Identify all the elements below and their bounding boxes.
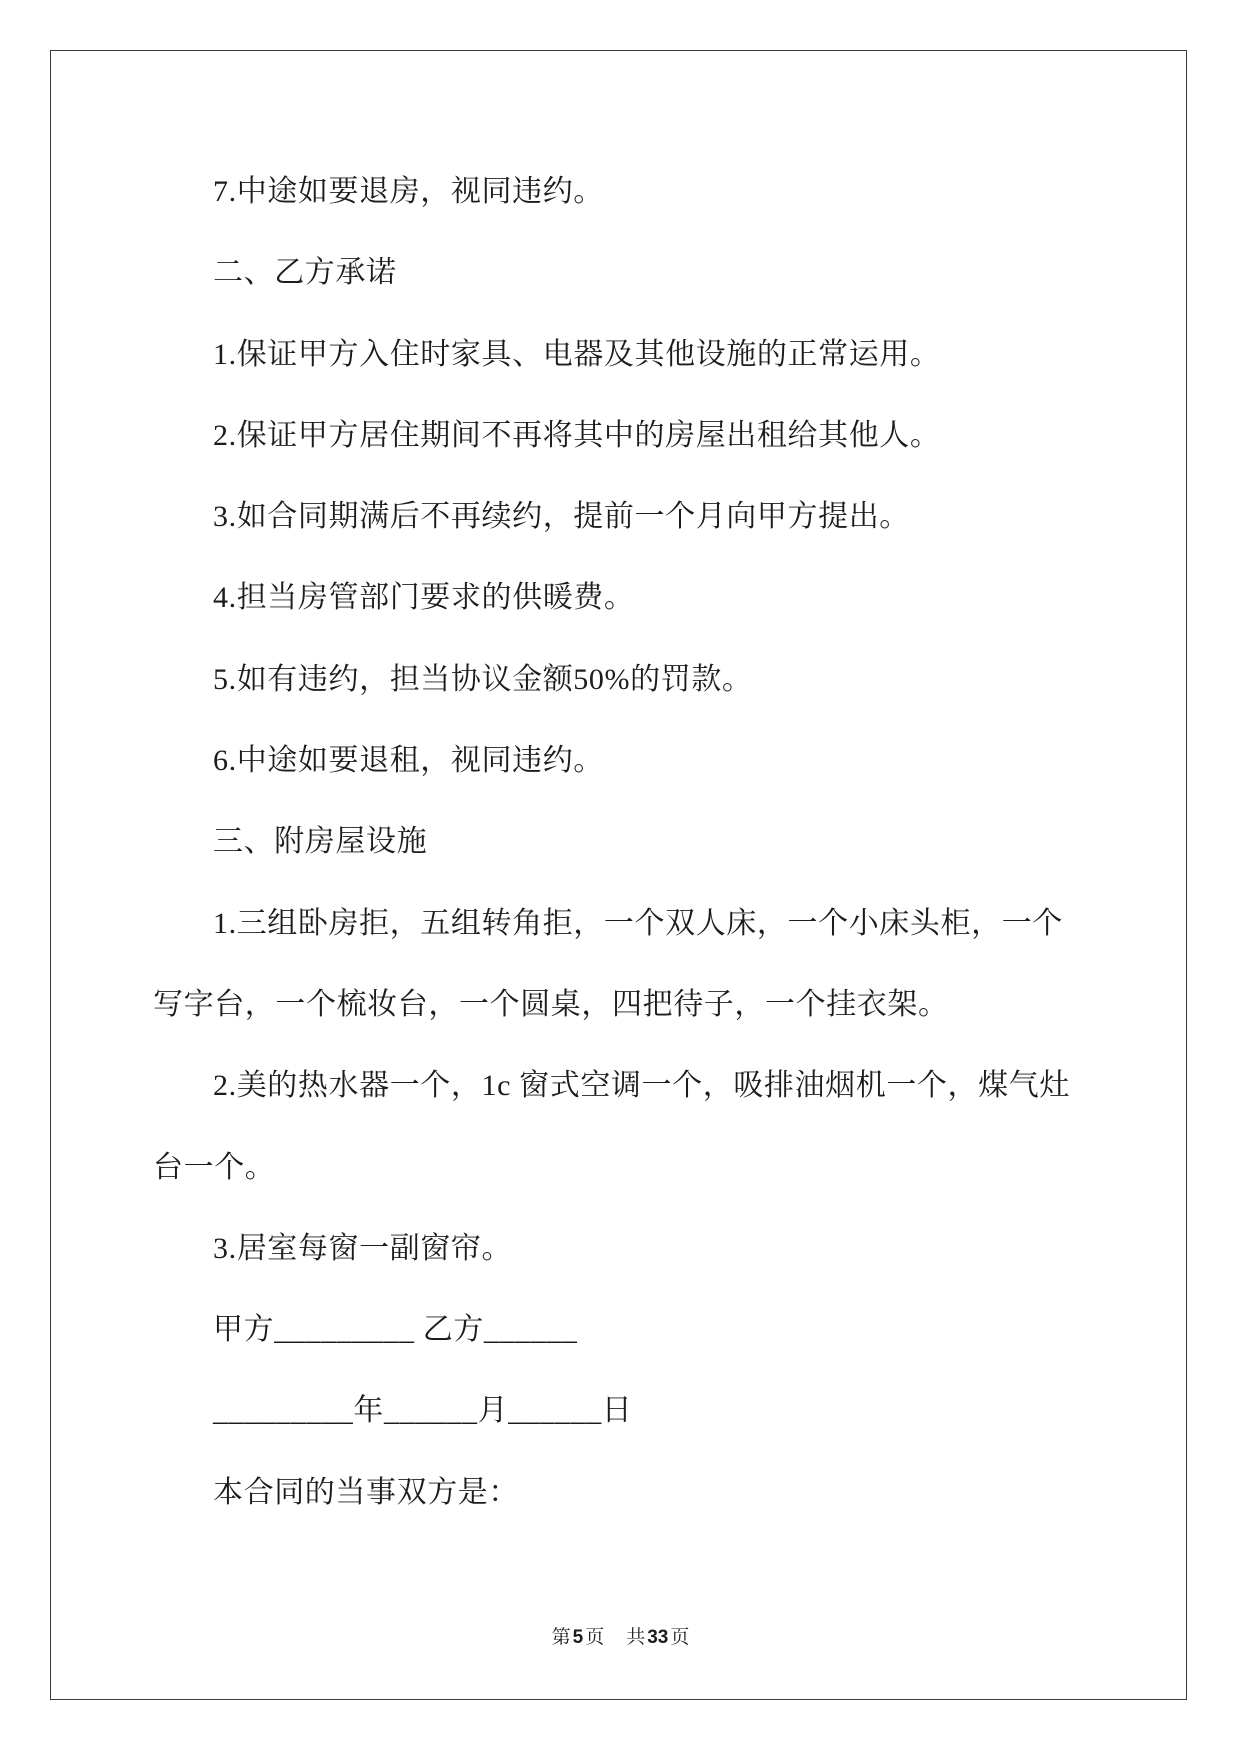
document-body xyxy=(153,151,1113,1533)
section-heading-text: 二、乙方承诺 xyxy=(213,256,397,290)
paragraph-line: 3.居室每窗一副窗帘。 xyxy=(213,1231,513,1265)
party-b-signature: 乙方______ xyxy=(422,1313,578,1347)
total-prefix: 共 xyxy=(626,1627,646,1648)
current-page-label xyxy=(552,1627,605,1648)
paragraph xyxy=(153,1208,1113,1289)
section-heading xyxy=(153,232,1113,313)
section-heading xyxy=(153,801,1113,882)
paragraph-line: 台一个。 xyxy=(153,1150,276,1184)
closing-paragraph xyxy=(153,1452,1113,1533)
date-line xyxy=(153,1370,1113,1451)
paragraph xyxy=(153,639,1113,720)
paragraph-line: 6.中途如要退租，视同违约。 xyxy=(213,744,604,778)
paragraph xyxy=(153,720,1113,801)
paragraph xyxy=(153,151,1113,232)
paragraph xyxy=(153,395,1113,476)
paragraph-line: 4.担当房管部门要求的供暖费。 xyxy=(213,581,635,615)
paragraph xyxy=(153,476,1113,557)
paragraph xyxy=(153,557,1113,638)
paragraph-line: 写字台，一个梳妆台，一个圆桌，四把待子，一个挂衣架。 xyxy=(153,987,949,1021)
section-heading-text: 三、附房屋设施 xyxy=(213,825,428,859)
paragraph-line: 5.如有违约，担当协议金额50%的罚款。 xyxy=(213,662,753,696)
paragraph-line: 2.保证甲方居住期间不再将其中的房屋出租给其他人。 xyxy=(213,418,941,452)
party-a-signature: 甲方_________ xyxy=(213,1313,415,1347)
page-suffix: 页 xyxy=(585,1627,605,1648)
paragraph xyxy=(153,1045,1113,1208)
total-suffix: 页 xyxy=(670,1627,690,1648)
paragraph-line: 1.保证甲方入住时家具、电器及其他设施的正常运用。 xyxy=(213,337,941,371)
total-pages-number: 33 xyxy=(647,1627,669,1648)
paragraph-line: 2.美的热水器一个，1c 窗式空调一个，吸排油烟机一个，煤气灶 xyxy=(213,1069,1070,1103)
paragraph-line: 3.如合同期满后不再续约，提前一个月向甲方提出。 xyxy=(213,500,910,534)
closing-text: 本合同的当事双方是： xyxy=(213,1475,519,1509)
current-page-number: 5 xyxy=(572,1627,584,1648)
total-pages-label xyxy=(626,1627,689,1648)
page-footer xyxy=(0,1626,1241,1650)
paragraph-line: 1.三组卧房拒，五组转角拒，一个双人床，一个小床头柜，一个 xyxy=(213,906,1063,940)
date-line-text: _________年______月______日 xyxy=(213,1394,633,1428)
page-prefix: 第 xyxy=(551,1627,571,1648)
paragraph xyxy=(153,314,1113,395)
paragraph-line: 7.中途如要退房，视同违约。 xyxy=(213,175,604,208)
paragraph xyxy=(153,883,1113,1046)
signature-line xyxy=(153,1289,1113,1370)
